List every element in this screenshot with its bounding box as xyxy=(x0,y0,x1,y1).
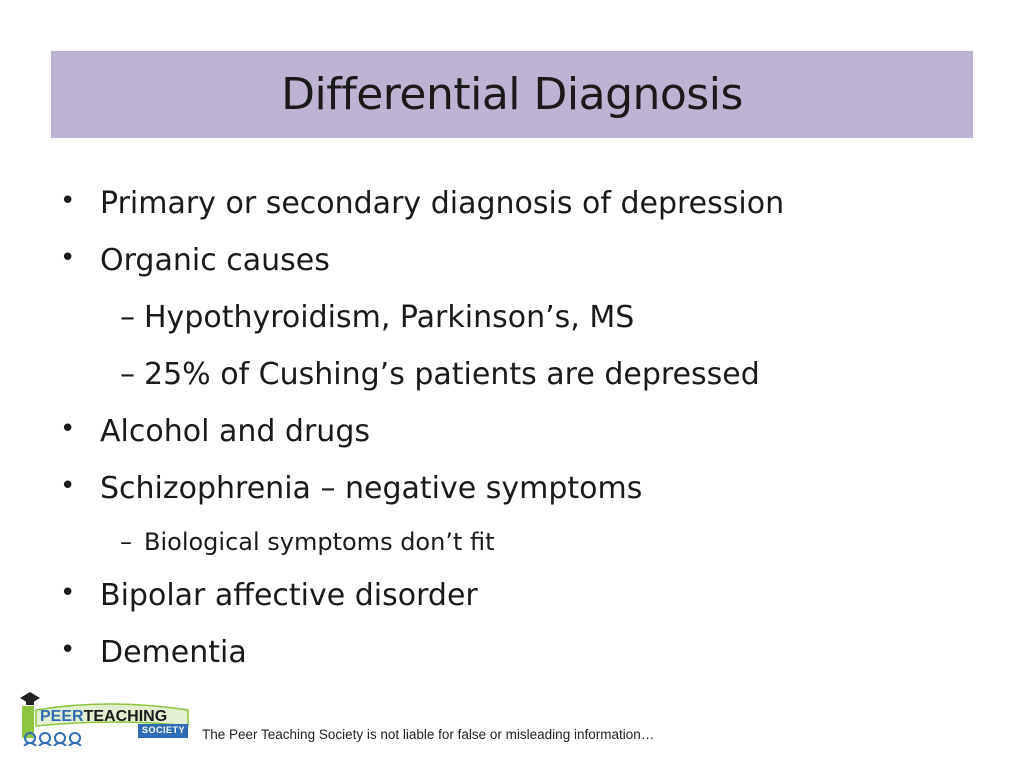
bullet-text: Organic causes xyxy=(100,243,330,278)
logo-peer: PEER xyxy=(40,708,84,725)
bullet-text: Schizophrenia – negative symptoms xyxy=(100,471,643,506)
sub-bullet-text: Biological symptoms don’t fit xyxy=(144,528,495,556)
title-bar xyxy=(51,51,973,138)
peer-teaching-society-logo xyxy=(18,688,190,746)
sub-bullet-item xyxy=(60,300,784,357)
slide-title: Differential Diagnosis xyxy=(281,69,743,120)
bullet-item xyxy=(60,243,784,300)
sub-bullet-text: 25% of Cushing’s patients are depressed xyxy=(144,357,760,392)
bullet-list xyxy=(60,186,784,692)
bullet-item xyxy=(60,414,784,471)
bullet-marker: • xyxy=(60,471,76,501)
bullet-text: Dementia xyxy=(100,635,247,670)
bullet-text: Primary or secondary diagnosis of depression xyxy=(100,186,785,221)
bullet-text: Bipolar affective disorder xyxy=(100,578,478,613)
sub-bullet-item xyxy=(60,357,784,414)
dash-marker: – xyxy=(120,357,135,392)
sub-bullet-text: Hypothyroidism, Parkinson’s, MS xyxy=(144,300,635,335)
bullet-marker: • xyxy=(60,243,76,273)
bullet-text: Alcohol and drugs xyxy=(100,414,370,449)
footer xyxy=(18,688,654,746)
logo-teaching: TEACHING xyxy=(83,708,168,725)
bullet-item xyxy=(60,635,784,692)
bullet-item xyxy=(60,578,784,635)
sub-bullet-item xyxy=(60,528,784,578)
dash-marker: – xyxy=(120,300,135,335)
dash-marker: – xyxy=(120,528,132,556)
bullet-item xyxy=(60,471,784,528)
bullet-marker: • xyxy=(60,414,76,444)
bullet-marker: • xyxy=(60,635,76,665)
disclaimer-text: The Peer Teaching Society is not liable for false or misleading information… xyxy=(202,727,655,742)
bullet-item xyxy=(60,186,784,243)
bullet-marker: • xyxy=(60,186,76,216)
logo-wordmark xyxy=(40,708,167,726)
logo-society: SOCIETY xyxy=(142,725,186,735)
bullet-marker: • xyxy=(60,578,76,608)
